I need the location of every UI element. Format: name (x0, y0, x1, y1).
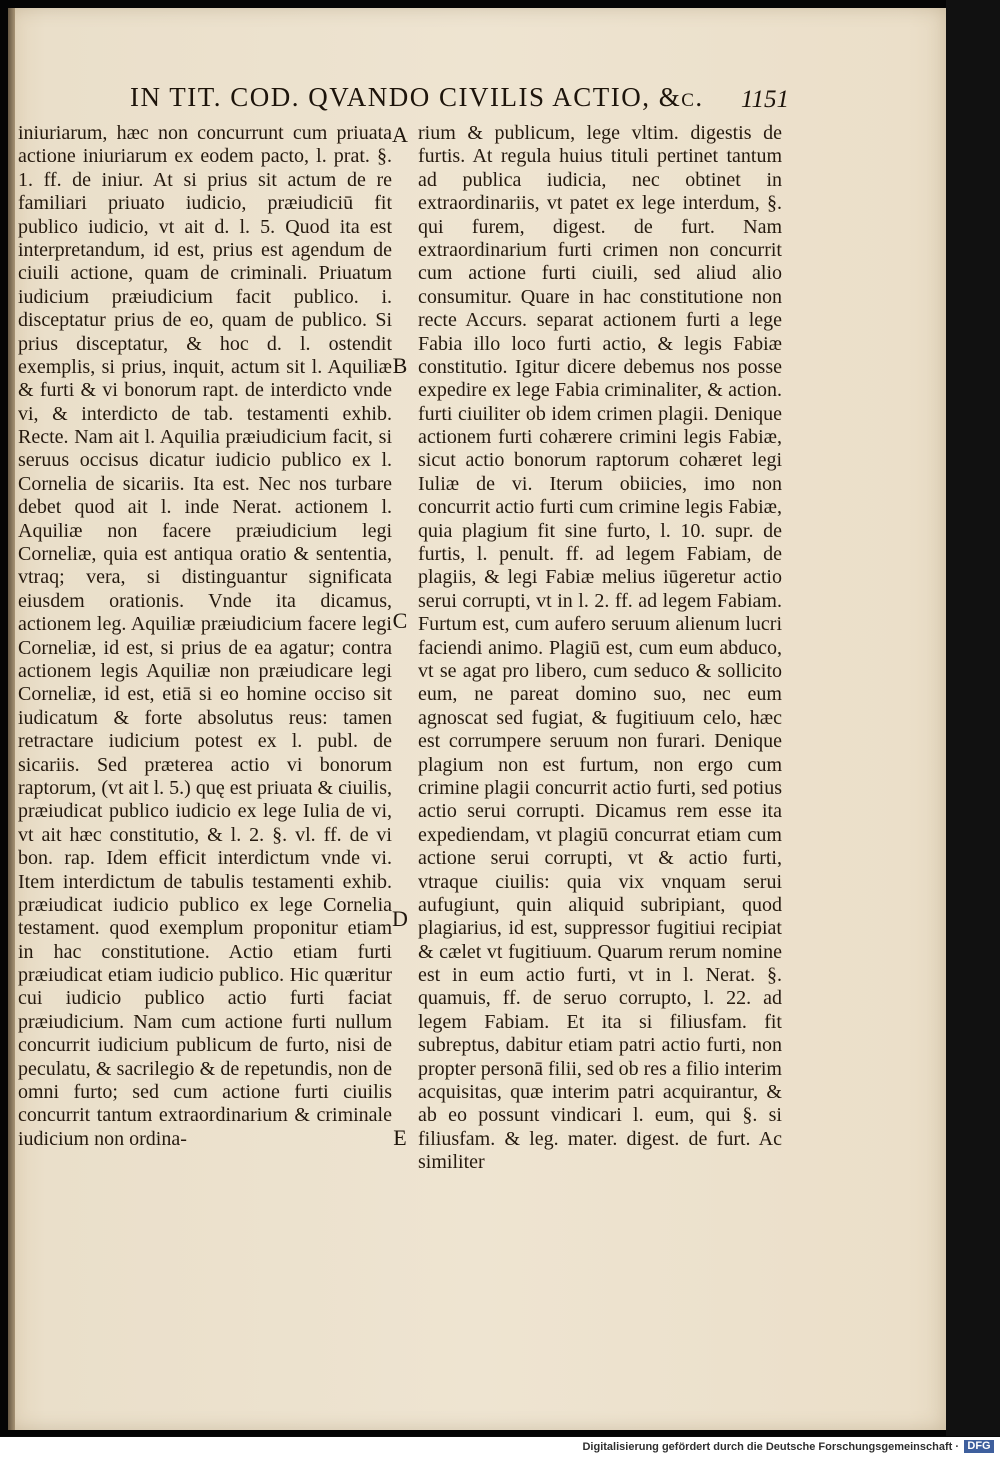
margin-marker-d: D (392, 906, 408, 931)
left-text-column (18, 122, 392, 1270)
right-column-text: rium & publicum, lege vltim. digestis de furtis. At regula huius tituli pertinet tantum ad publica iudicia, nec obtinet in extraordinariis, vt patet ex lege interdum, §. qui furem, digest. de furt. Nam extraordinarium furti crimen non concurrit cum actione furti ciuili, sed aliud alio consumitur. Quare in hac constitutione non recte Accurs. separat actionem furti a lege Fabia illo loco furti actio, & legis Fabiæ constitutio. Igitur dicere debemus nos posse expedire ex lege Fabia criminaliter, & action. furti ciuiliter ob idem crimen plagii. Denique actionem furti cohærere crimini legis Fabiæ, sicut actio bonorum raptorum cohæret legi Iuliæ de vi. Iterum obiicies, imo non concurrit actio furti cum crimine legis Fabiæ, quia plagium fit sine furto, l. 10. supr. de furtis, l. penult. ff. ad legem Fabiam, de plagiis, & legi Fabiæ melius iūgeretur actio serui corrupti, vt in l. 2. ff. ad legem Fabiam. Furtum est, cum aufero seruum alienum lucri faciendi animo. Plagiū est, cum eum abduco, vt se agat pro libero, cum seduco & sollicito eum, ne pareat domino suo, nec eum agnoscat sed fugiat, & fugitiuum celo, hæc est corrumpere seruum non furari. Denique plagium non est furtum, non ergo cum crimine plagii concurrit actio furti, sed potius actio serui corrupti. Dicamus rem esse ita expediendam, vt plagiū concurrat etiam cum actione serui corrupti, vt & actio furti, vtraque ciuilis: quia vix vnquam serui aufugiunt, quin aliquid subripiant, quod plagiarius, id est, suppressor fugitiui recipiat & cælet vt fugitiuum. Quarum rerum nomine est in eum actio furti, vt in l. Nerat. §. quamuis, ff. de seruo corrupto, l. 22. ad legem Fabiam. Et ita si filiusfam. fit subreptus, dabitur etiam patri actio furti, non propter personā filii, sed ob res a filio interim acquisitas, quæ interim patri acquirantur, & ab eo possunt vindicari l. eum, qui §. si filiusfam. & leg. mater. digest. de furt. Ac similiter (418, 122, 782, 1174)
right-text-column (418, 122, 782, 1270)
margin-marker-e: E (393, 1125, 407, 1150)
running-head: IN TIT. COD. QVANDO CIVILIS ACTIO, &c. (130, 82, 704, 112)
margin-marker-a: A (392, 122, 408, 147)
left-column-text: iniuriarum, hæc non concurrunt cum priuata actione iniuriarum ex eodem pacto, l. prat. §. 1. ff. de iniur. At si prius sit actum de re familiari priuato iudicio, præiudiciū fit publico iudicio, vt ait d. l. 5. Quod ita est interpretandum, id est, prius est agendum de ciuili actione, quam de criminali. Priuatum iudicium præiudicium facit publico. i. disceptatur prius de eo, quam de publico. Si prius disceptatur, & hoc d. l. ostendit exemplis, si prius, inquit, actum sit l. Aquiliæ & furti & vi bonorum rapt. de interdicto vnde vi, & interdicto de tab. testamenti exhib. Recte. Nam ait l. Aquilia præiudicium facit, si seruus occisus dicatur iudicio publico ex l. Cornelia de sicariis. Ita est. Nec nos turbare debet quod ait l. inde Nerat. actionem l. Aquiliæ non facere præiudicium legi Corneliæ, quia est antiqua oratio & sententia, vtraq; vera, si distinguantur significata eiusdem orationis. Vnde ita dicamus, actionem leg. Aquiliæ præiudicium facere legi Corneliæ, id est, si prius de ea agatur; contra actionem legis Aquiliæ non præiudicare legi Corneliæ, id est, etiā si eo homine occiso sit iudicatum & forte absolutus reus: tamen retractare iudicium potest ex l. publ. de sicariis. Sed præterea actio vi bonorum raptorum, (vt ait l. 5.) quę est priuata & ciuilis, præiudicat publico iudicio ex lege Iulia de vi, vt ait hæc constitutio, & l. 2. §. vl. ff. de vi bon. rap. Idem efficit interdictum vnde vi. Item interdictum de tabulis testamenti exhib. præiudicat iudicio publico ex lege Cornelia testament. quod exemplum proponitur etiam in hac constitutione. Actio etiam furti præiudicat etiam iudicio publico. Hic quæritur cui iudicio publico actio furti faciat præiudicium. Nam cum actione furti nullum concurrit iudicium publicum de furto, nisi de peculatu, & sacrilegio & de repetundis, non de omni furto; sed cum actione furti ciuilis concurrit tantum extraordinarium & criminale iudicium non ordina- (18, 122, 392, 1150)
margin-marker-b: B (392, 353, 408, 378)
digitization-credit-bar (0, 1437, 1000, 1457)
digitization-credit: Digitalisierung gefördert durch die Deutsche Forschungsgemeinschaft · (582, 1441, 959, 1453)
page-number: 1151 (740, 86, 789, 113)
margin-marker-c: C (392, 608, 408, 633)
dfg-logo: DFG (964, 1440, 994, 1453)
dark-right-margin (946, 0, 1000, 1436)
binding-edge (8, 8, 15, 1430)
